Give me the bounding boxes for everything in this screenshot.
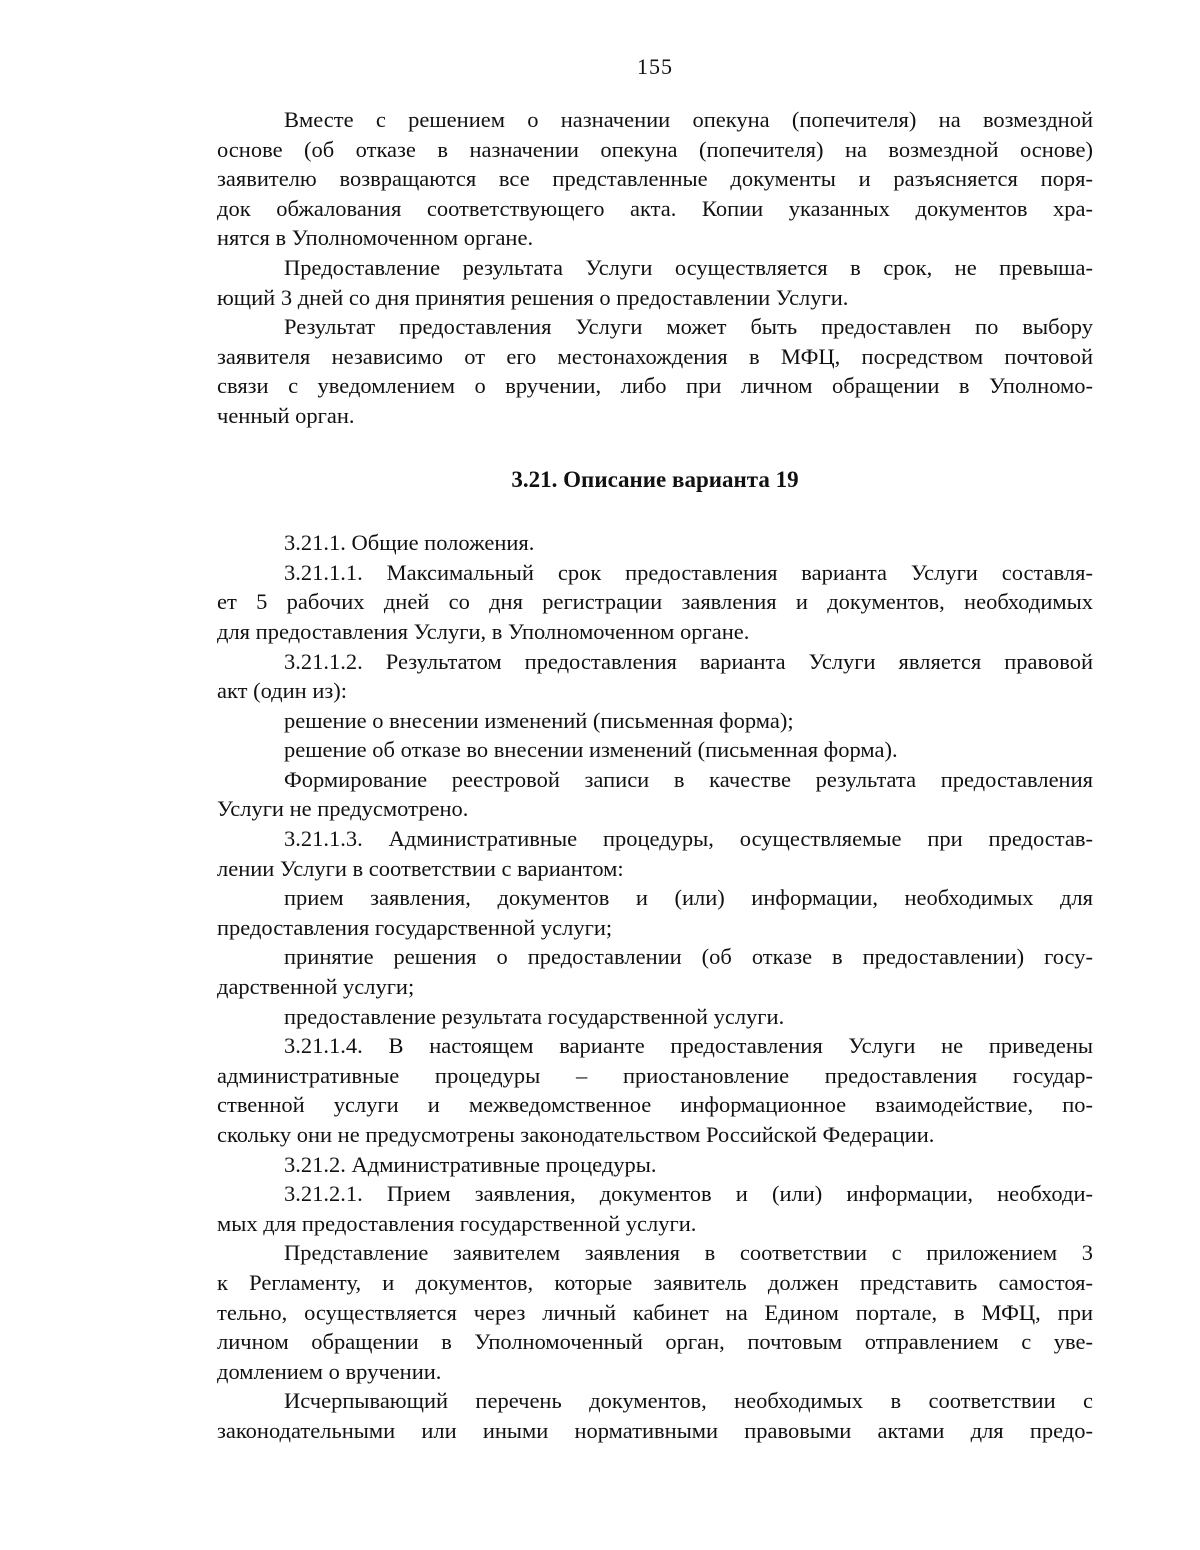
- paragraph-line: мых для предоставления государственной услуги.: [217, 1210, 697, 1236]
- paragraph-line: заявителя независимо от его местонахождения в МФЦ, посредством почтовой: [217, 343, 1093, 369]
- paragraph-line: домлением о вручении.: [217, 1358, 442, 1384]
- paragraph-line: предоставление результата государственной услуги.: [284, 1003, 785, 1029]
- paragraph-line: ет 5 рабочих дней со дня регистрации заявления и документов, необходимых: [217, 589, 1093, 615]
- paragraph-line: для предоставления Услуги, в Уполномоченном органе.: [217, 618, 750, 644]
- page-number: 155: [637, 54, 673, 79]
- paragraph-line: связи с уведомлением о вручении, либо при личном обращении в Уполномо-: [217, 373, 1093, 399]
- paragraph-line: Формирование реестровой записи в качестве результата предоставления: [284, 766, 1093, 792]
- paragraph-line: Исчерпывающий перечень документов, необходимых в соответствии с: [284, 1388, 1093, 1414]
- paragraph-line: Услуги не предусмотрено.: [217, 796, 469, 822]
- paragraph-line: тельно, осуществляется через личный кабинет на Едином портале, в МФЦ, при: [217, 1299, 1093, 1325]
- paragraph-line: 3.21.1.1. Максимальный срок предоставления варианта Услуги составля-: [284, 559, 1093, 585]
- paragraph-line: дарственной услуги;: [217, 974, 415, 1000]
- paragraph-line: лении Услуги в соответствии с вариантом:: [217, 855, 624, 881]
- paragraph-line: к Регламенту, и документов, которые заявитель должен представить самостоя-: [217, 1269, 1093, 1295]
- paragraph-line: 3.21.2.1. Прием заявления, документов и (или) информации, необходи-: [284, 1181, 1093, 1207]
- paragraph-line: 3.21.1. Общие положения.: [284, 530, 535, 556]
- paragraph-line: законодательными или иными нормативными правовыми актами для предо-: [217, 1417, 1093, 1443]
- paragraph-line: основе (об отказе в назначении опекуна (попечителя) на возмездной основе): [217, 136, 1093, 162]
- paragraph-line: Вместе с решением о назначении опекуна (попечителя) на возмездной: [284, 107, 1093, 132]
- paragraph-line: нятся в Уполномоченном органе.: [217, 225, 534, 251]
- paragraph-line: ющий 3 дней со дня принятия решения о предоставлении Услуги.: [217, 284, 849, 310]
- document-body: [217, 105, 1093, 1446]
- paragraph-line: 3.21.1.2. Результатом предоставления варианта Услуги является правовой: [284, 648, 1093, 674]
- paragraph-line: решение о внесении изменений (письменная форма);: [284, 707, 794, 733]
- paragraph-line: ченный орган.: [217, 402, 355, 428]
- paragraph-line: скольку они не предусмотрены законодательством Российской Федерации.: [217, 1122, 935, 1147]
- paragraph-line: предоставления государственной услуги;: [217, 914, 613, 940]
- paragraph-line: 3.21.2. Административные процедуры.: [284, 1151, 657, 1177]
- paragraph-line: прием заявления, документов и (или) информации, необходимых для: [284, 885, 1093, 911]
- paragraph-line: административные процедуры – приостановление предоставления государ-: [217, 1062, 1093, 1088]
- paragraph-line: Результат предоставления Услуги может быть предоставлен по выбору: [284, 314, 1093, 340]
- paragraph-line: решение об отказе во внесении изменений (письменная форма).: [284, 737, 898, 763]
- paragraph-line: принятие решения о предоставлении (об отказе в предоставлении) госу-: [284, 944, 1093, 970]
- paragraph-line: док обжалования соответствующего акта. Копии указанных документов хра-: [217, 195, 1093, 221]
- paragraph-line: акт (один из):: [217, 678, 348, 704]
- paragraph-line: Предоставление результата Услуги осуществляется в срок, не превыша-: [284, 254, 1093, 280]
- paragraph-line: Представление заявителем заявления в соответствии с приложением 3: [284, 1240, 1093, 1266]
- paragraph-line: ственной услуги и межведомственное информационное взаимодействие, по-: [217, 1092, 1093, 1118]
- paragraph-line: 3.21.1.3. Административные процедуры, осуществляемые при предостав-: [284, 826, 1093, 852]
- paragraph-line: личном обращении в Уполномоченный орган, почтовым отправлением с уве-: [217, 1329, 1093, 1355]
- paragraph-line: 3.21.1.4. В настоящем варианте предоставления Услуги не приведены: [284, 1033, 1093, 1059]
- paragraph-line: заявителю возвращаются все представленные документы и разъясняется поря-: [217, 166, 1093, 192]
- section-heading: 3.21. Описание варианта 19: [511, 466, 799, 492]
